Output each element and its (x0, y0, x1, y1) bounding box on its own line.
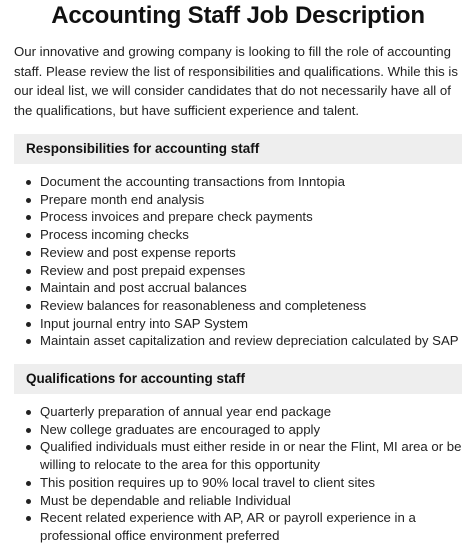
list-item-text: New college graduates are encouraged to apply (40, 421, 321, 437)
list-item (26, 279, 462, 297)
list-item-text: Maintain and post accrual balances (40, 280, 247, 296)
list-item (26, 315, 462, 333)
list-item (26, 421, 462, 439)
page-title: Accounting Staff Job Description (51, 2, 425, 29)
bullet-icon (26, 481, 31, 486)
list-item-text: Recent related experience with AP, AR or payroll experience in a professional office environment preferred (40, 510, 416, 543)
list-item (26, 403, 462, 421)
list-item-text: Review balances for reasonableness and completeness (40, 297, 367, 313)
bullet-icon (26, 516, 31, 521)
list-item-text: Qualified individuals must either reside in or near the Flint, MI area or be willing to relocate to the area for this opportunity (40, 439, 462, 473)
list-item-text: Must be dependable and reliable Individual (40, 492, 291, 508)
bullet-icon (26, 428, 31, 433)
list-item-text: Process invoices and prepare check payments (40, 209, 313, 225)
bullet-icon (26, 339, 31, 344)
bullet-icon (26, 286, 31, 291)
list-item (26, 492, 462, 510)
list-item-text: Prepare month end analysis (40, 191, 205, 207)
list-item (26, 297, 462, 315)
bullet-icon (26, 499, 31, 504)
list-item (26, 509, 462, 544)
intro-paragraph: Our innovative and growing company is looking to fill the role of accounting staff. Please review the list of responsibilities and qualifications. While this is our ideal list, we will consider candidates that do not necessarily have all of the qualifications, but have sufficient experience and talent. (14, 44, 458, 118)
bullet-icon (26, 215, 31, 220)
bullet-icon (26, 269, 31, 274)
list-item (26, 474, 462, 492)
bullet-icon (26, 180, 31, 185)
list-item (26, 262, 462, 280)
list-item (26, 173, 462, 191)
responsibilities-header: Responsibilities for accounting staff (14, 134, 462, 164)
responsibilities-list (14, 173, 462, 350)
list-item-text: Maintain asset capitalization and review depreciation calculated by SAP (40, 333, 459, 349)
bullet-icon (26, 304, 31, 309)
bullet-icon (26, 233, 31, 238)
bullet-icon (26, 410, 31, 415)
list-item-text: Quarterly preparation of annual year end package (40, 404, 332, 420)
qualifications-list (14, 403, 462, 545)
list-item-text: Process incoming checks (40, 227, 189, 243)
list-item-text: Document the accounting transactions from Inntopia (40, 174, 345, 189)
list-item (26, 244, 462, 262)
bullet-icon (26, 322, 31, 327)
list-item-text: This position requires up to 90% local travel to client sites (40, 474, 375, 490)
bullet-icon (26, 198, 31, 203)
qualifications-header: Qualifications for accounting staff (14, 364, 462, 394)
bullet-icon (26, 445, 31, 450)
list-item (26, 226, 462, 244)
list-item-text: Input journal entry into SAP System (40, 315, 248, 331)
list-item-text: Review and post expense reports (40, 244, 236, 260)
list-item (26, 191, 462, 209)
list-item (26, 208, 462, 226)
bullet-icon (26, 251, 31, 256)
list-item (26, 332, 462, 350)
list-item-text: Review and post prepaid expenses (40, 262, 246, 278)
list-item (26, 438, 462, 473)
